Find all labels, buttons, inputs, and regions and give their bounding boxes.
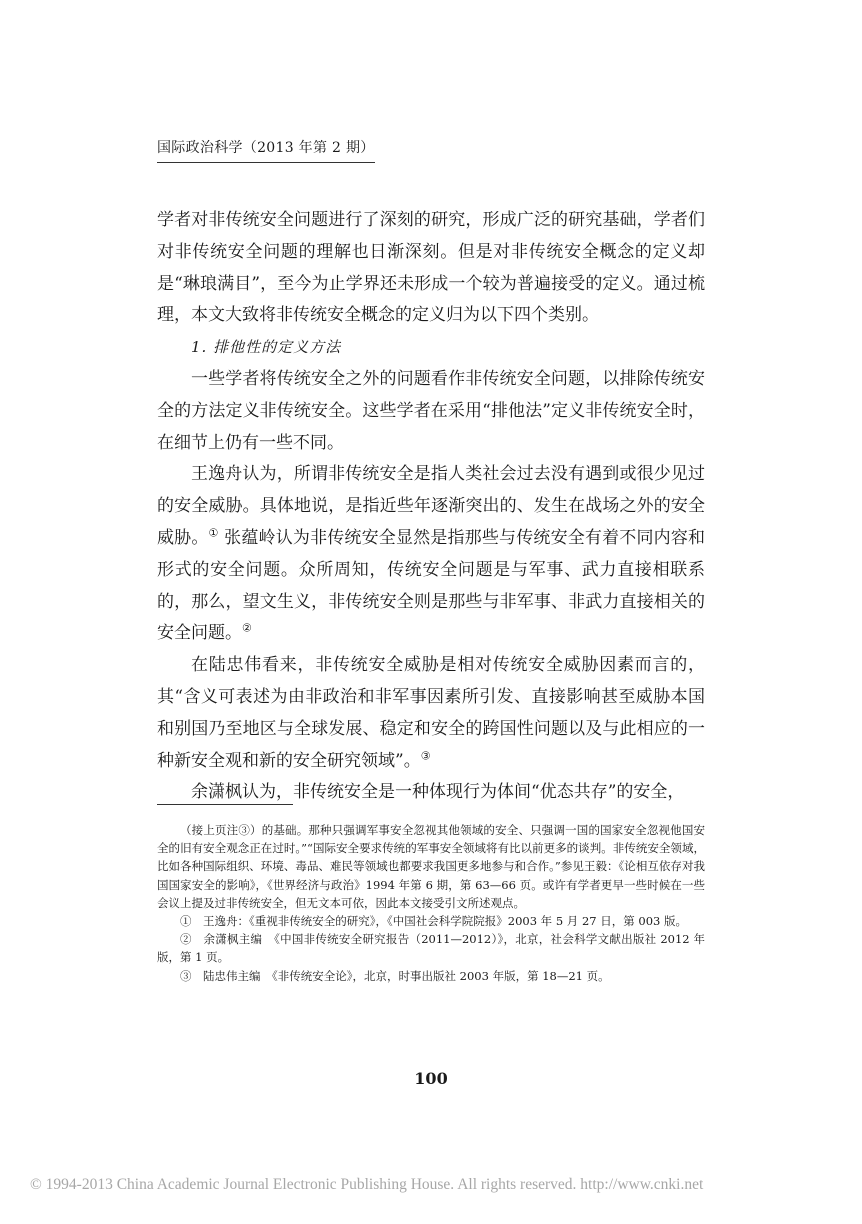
body-text — [157, 205, 705, 809]
paragraph — [157, 650, 705, 777]
footnotes — [157, 821, 705, 985]
footnote: （接上页注③）的基础。那种只强调军事安全忽视其他领域的安全、只强调一国的国家安全忽视他国安全的旧有安全观念正在过时。”“国际安全要求传统的军事安全领域将有比以前更多的谈判。非传统安全领域，比如各种国际组织、环境、毒品、难民等领域也都要求我国更多地参与和合作。”参见王毅：《论相互依存对我国国家安全的影响》，《世界经济与政治》1994 年第 6 期，第 63—66 页。或许有学者更早一些时候在一些会议上提及过非传统安全，但无文本可依，因此本文接受引文所述观点。 — [157, 823, 705, 910]
paragraph: 余潇枫认为，非传统安全是一种体现行为体间“优态共存”的安全， — [191, 782, 685, 803]
running-head: 国际政治科学（2013 年第 2 期） — [157, 138, 375, 163]
paragraph: 一些学者将传统安全之外的问题看作非传统安全问题，以排除传统安全的方法定义非传统安全。这些学者在采用“排他法”定义非传统安全时，在细节上仍有一些不同。 — [157, 368, 705, 453]
paragraph — [157, 459, 705, 650]
footnote: ① 王逸舟：《重视非传统安全的研究》，《中国社会科学院院报》2003 年 5 月 27 日，第 003 版。 — [180, 914, 688, 929]
paragraph-text: 在陆忠伟看来，非传统安全威胁是相对传统安全威胁因素而言的，其“含义可表述为由非政治和非军事因素所引发、直接影响甚至威胁本国和别国乃至地区与全球发展、稳定和安全的跨国性问题以及与此相应的一种新安全观和新的安全研究领域”。 — [157, 655, 705, 771]
paragraph-text: 王逸舟认为，所谓非传统安全是指人类社会过去没有遇到或很少见过的安全威胁。具体地说，是指近些年逐渐突出的、发生在战场之外的安全威胁。 — [157, 464, 705, 548]
footnote-marker: ② — [242, 621, 252, 635]
footnote-rule — [157, 804, 293, 805]
footnote: ② 余潇枫主编 《中国非传统安全研究报告（2011—2012）》，北京，社会科学文献出版社 2012 年版，第 1 页。 — [157, 932, 705, 965]
footnote: ③ 陆忠伟主编 《非传统安全论》，北京，时事出版社 2003 年版，第 18—21 页。 — [180, 968, 610, 983]
paragraph: 学者对非传统安全问题进行了深刻的研究，形成广泛的研究基础，学者们对非传统安全问题的理解也日渐深刻。但是对非传统安全概念的定义却是“琳琅满目”，至今为止学界还未形成一个较为普遍接受的定义。通过梳理，本文大致将非传统安全概念的定义归为以下四个类别。 — [157, 210, 705, 326]
page-number: 100 — [414, 1069, 448, 1088]
paragraph-text: 张蕴岭认为非传统安全显然是指那些与传统安全有着不同内容和形式的安全问题。众所周知，传统安全问题是与军事、武力直接相联系的，那么，望文生义，非传统安全则是那些与非军事、非武力直接相关的安全问题。 — [157, 527, 706, 644]
footnote-marker: ③ — [420, 748, 431, 762]
section-heading: 1. 排他性的定义方法 — [191, 338, 342, 357]
footnote-marker: ① — [208, 526, 219, 540]
copyright-watermark: © 1994-2013 China Academic Journal Electronic Publishing House. All rights reserved. http://www.cnki.net — [30, 1176, 704, 1193]
